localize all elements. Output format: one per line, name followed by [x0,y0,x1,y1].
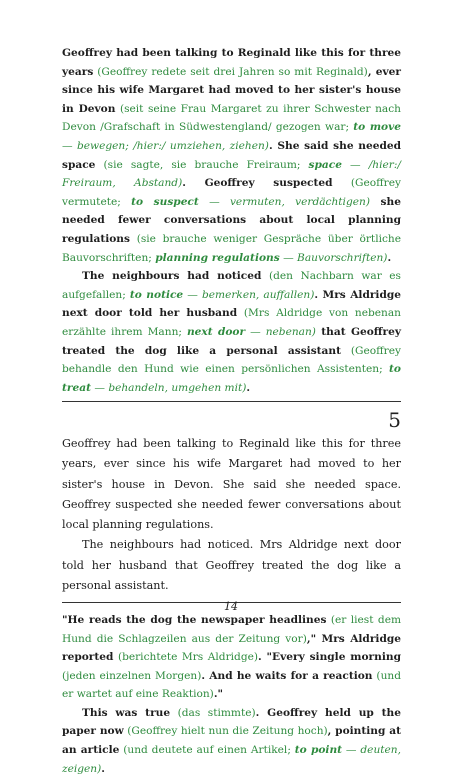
english-text: . And he waits for a reaction [201,669,373,682]
plain-paragraph: Geoffrey had been talking to Reginald like this for three years, ever since his wife Margaret had moved to her sister's house in Devon. She said she needed space. Geoffrey suspected she needed fewer conversations about local planning regulations. [62,437,401,532]
german-gloss: (sie brauche weniger Gespräche über örtliche Bauvorschriften; [62,232,401,264]
german-gloss: — bewegen; /hier:/ umziehen, ziehen) [62,139,269,152]
german-gloss: — Bauvorschriften) [279,251,388,264]
english-text: . [387,251,392,264]
german-gloss: — deuten, zeigen) [62,744,401,775]
german-gloss: — /hier:/ Freiraum, Abstand) [62,158,401,190]
german-gloss: — vermuten, verdächtigen) [198,195,370,208]
bilingual-paragraph [62,267,401,397]
german-gloss: (Geoffrey vermutete; [62,177,401,208]
english-text: "He reads the dog the newspaper headlines [62,613,327,626]
german-gloss: to move [353,121,401,134]
english-text: that Geoffrey treated the dog like a personal assistant [62,325,401,357]
german-gloss: (Mrs Aldridge von nebenan erzählte ihrem Mann; [62,307,401,338]
bilingual-section-1 [62,44,401,397]
english-text: . Mrs Aldridge next door told her husband [62,288,402,320]
german-gloss: (und er wartet auf eine Reaktion) [62,669,401,701]
german-gloss: — behandeln, umgehen mit) [90,381,247,394]
german-gloss: (das stimmte) [170,706,256,719]
plain-paragraph: The neighbours had noticed. Mrs Aldridge next door told her husband that Geoffrey treated the dog like a personal assistant. [62,538,401,592]
section-divider [62,401,401,402]
german-gloss: (Geoffrey behandle den Hund wie einen persönlichen Assistenten; [62,344,401,376]
english-text: . [101,762,105,775]
bilingual-paragraph [62,704,401,778]
page-number: 14 [224,600,238,613]
german-gloss: (den Nachbarn war es aufgefallen; [62,270,401,301]
english-text: ." [213,688,224,701]
german-gloss: (Geoffrey redete seit drei Jahren so mit Reginald) [93,65,368,78]
bilingual-paragraph [62,611,401,704]
english-text: , pointing at an article [62,725,401,757]
german-gloss: (er liest dem Hund die Schlagzeilen aus der Zeitung vor) [62,613,402,645]
english-text: This was true [82,706,171,719]
german-gloss: (jeden einzelnen Morgen) [62,669,202,682]
bilingual-section-2 [62,611,401,778]
german-gloss: (berichtete Mrs Aldridge) [113,651,258,664]
english-text: ," Mrs Aldridge reported [62,632,402,664]
german-gloss: planning regulations [155,251,280,264]
german-gloss: to suspect [131,195,199,208]
english-text: The neighbours had noticed [82,270,262,283]
german-gloss: — nebenan) [245,325,316,338]
german-gloss: space [308,158,342,171]
german-gloss: to notice [129,288,184,301]
english-text: , ever since his wife Margaret had moved to her sister's house in Devon [62,65,402,115]
english-text: Geoffrey had been talking to Reginald like this for three years [62,47,401,78]
english-text: . Geoffrey suspected [182,177,333,190]
bilingual-paragraph [62,44,401,267]
german-gloss: to point [294,744,343,757]
german-gloss: (seit seine Frau Margaret zu ihrer Schwester nach Devon /Grafschaft in Südwestengland/ gezogen war; [62,102,401,134]
german-gloss: (sie sagte, sie brauche Freiraum; [95,158,309,171]
english-text: . [246,381,251,394]
english-text: she needed fewer conversations about local planning regulations [62,195,401,245]
german-gloss: (Geoffrey hielt nun die Zeitung hoch) [123,725,328,738]
english-text: . Geoffrey held up the paper now [62,706,401,738]
section-number: 5 [388,408,401,433]
german-gloss: (und deutete auf einen Artikel; [119,744,295,757]
german-gloss: to treat [62,363,401,394]
german-gloss: next door [186,325,246,338]
plain-text-section [62,434,401,596]
page-body [62,44,401,778]
english-text: . She said she needed space [62,139,402,171]
german-gloss: — bemerken, auffallen) [183,288,315,301]
english-text: . "Every single morning [258,651,401,664]
